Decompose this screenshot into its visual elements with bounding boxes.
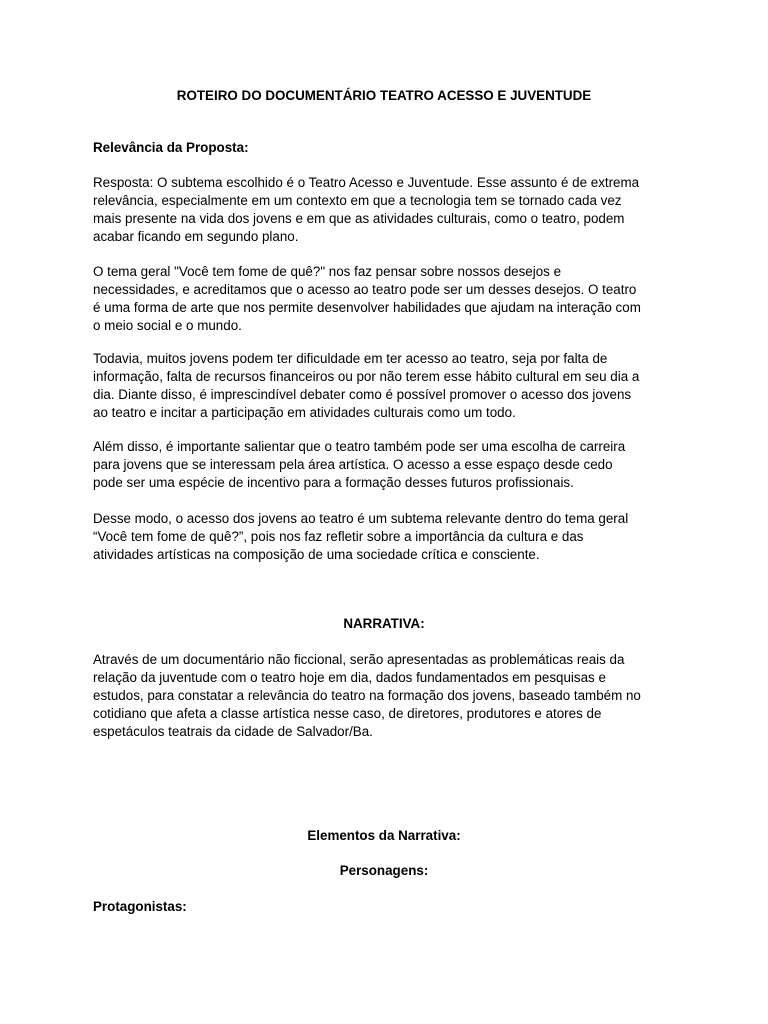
paragraph-alem-disso: Além disso, é importante salientar que o teatro também pode ser uma escolha de carreira para jovens que se interessam pela área artística. O acesso a esse espaço desde cedo pode ser uma espécie de incentivo para a formação desses futuros profissionais.: [93, 439, 626, 490]
paragraph-resposta: Resposta: O subtema escolhido é o Teatro Acesso e Juventude. Esse assunto é de extrema relevância, especialmente em um contexto em que a tecnologia tem se tornado cada vez mais presente na vida dos jovens e em que as atividades culturais, como o teatro, podem acabar ficando em segundo plano.: [93, 175, 640, 244]
relevancia-heading: Relevância da Proposta:: [93, 140, 249, 155]
paragraph-desse-modo: Desse modo, o acesso dos jovens ao teatro é um subtema relevante dentro do tema geral “Você tem fome de quê?”, pois nos faz refletir sobre a importância da cultura e das atividades artísticas na composição de uma sociedade crítica e consciente.: [93, 511, 629, 562]
elementos-heading: Elementos da Narrativa:: [307, 828, 461, 843]
paragraph-todavia: Todavia, muitos jovens podem ter dificuldade em ter acesso ao teatro, seja por falta de informação, falta de recursos financeiros ou por não terem esse hábito cultural em seu dia a dia. Diante disso, é imprescindível debater como é possível promover o acesso dos jovens ao teatro e incitar a participação em atividades culturais como um todo.: [93, 351, 640, 420]
personagens-heading: Personagens:: [339, 863, 429, 878]
narrativa-heading: NARRATIVA:: [343, 616, 425, 631]
paragraph-tema-geral: O tema geral "Você tem fome de quê?" nos faz pensar sobre nossos desejos e necessidades, e acreditamos que o acesso ao teatro pode ser um desses desejos. O teatro é uma forma de arte que nos permite desenvolver habilidades que ajudam na interação com o meio social e o mundo.: [93, 264, 641, 333]
document-title: ROTEIRO DO DOCUMENTÁRIO TEATRO ACESSO E JUVENTUDE: [176, 88, 592, 103]
paragraph-narrativa: Através de um documentário não ficcional, serão apresentadas as problemáticas reais da relação da juventude com o teatro hoje em dia, dados fundamentados em pesquisas e estudos, para constatar a relevância do teatro na formação dos jovens, baseado também no cotidiano que afeta a classe artística nesse caso, de diretores, produtores e atores de espetáculos teatrais da cidade de Salvador/Ba.: [93, 652, 641, 739]
protagonistas-heading: Protagonistas:: [93, 899, 187, 914]
